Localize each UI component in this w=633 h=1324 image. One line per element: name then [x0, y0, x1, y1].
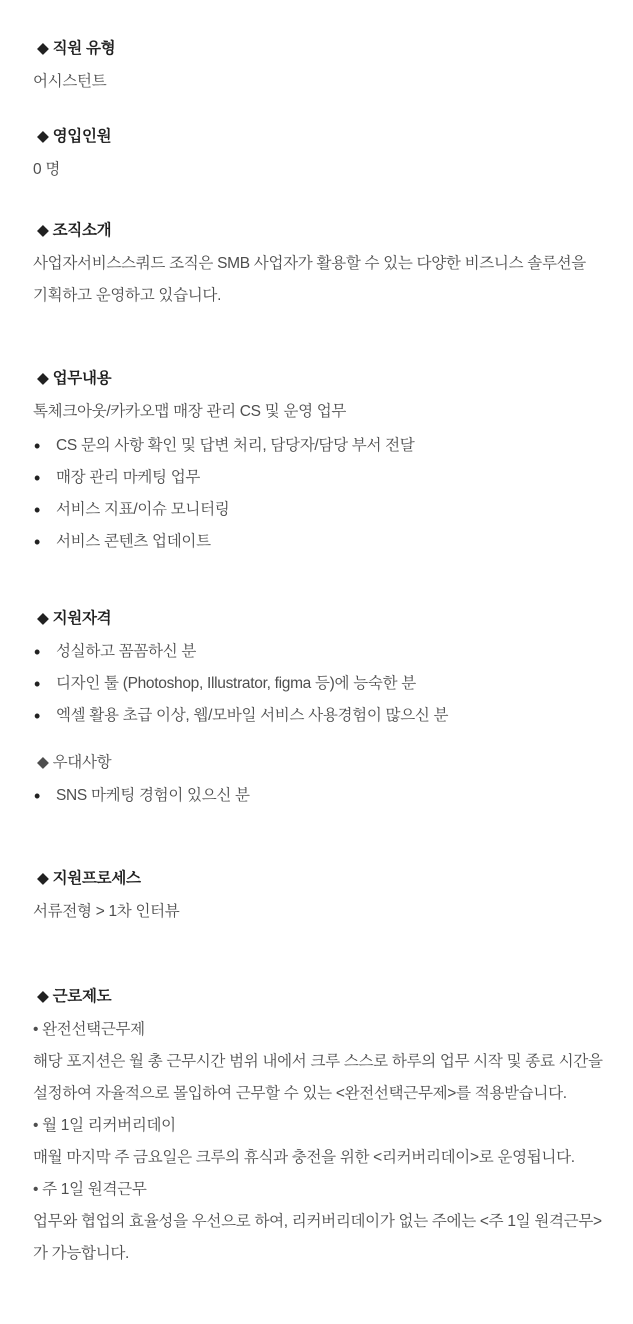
job-duties-intro: 톡체크아웃/카카오맵 매장 관리 CS 및 운영 업무 — [33, 403, 347, 420]
section-heading-job-duties: ◆ 업무내용 — [37, 370, 112, 387]
preferred-list — [33, 780, 603, 812]
work-system-item-description: 해당 포지션은 월 총 근무시간 범위 내에서 크루 스스로 하루의 업무 시작 및 종료 시간을 설정하여 자율적으로 몰입하여 근무할 수 있는 <완전선택근무제>를 적용받습니다. — [33, 1053, 603, 1102]
list-item: • 서비스 콘텐츠 업데이트 — [33, 526, 603, 558]
section-heading-qualifications: ◆ 지원자격 — [37, 610, 112, 627]
section-application-process — [33, 868, 603, 928]
list-item: • SNS 마케팅 경험이 있으신 분 — [33, 780, 603, 812]
section-heading-preferred: ◆ 우대사항 — [37, 754, 112, 771]
work-system-item-description: 업무와 협업의 효율성을 우선으로 하여, 리커버리데이가 없는 주에는 <주 1일 원격근무>가 가능합니다. — [33, 1213, 602, 1262]
job-posting-document — [0, 38, 633, 1310]
list-item: • 엑셀 활용 초급 이상, 웹/모바일 서비스 사용경험이 많으신 분 — [33, 700, 603, 732]
section-employee-type — [33, 38, 603, 98]
headcount-value: 0 명 — [33, 161, 60, 178]
work-system-item-description: 매월 마지막 주 금요일은 크루의 휴식과 충전을 위한 <리커버리데이>로 운영됩니다. — [33, 1149, 575, 1166]
section-headcount — [33, 126, 603, 186]
list-item: • 매장 관리 마케팅 업무 — [33, 462, 603, 494]
section-organization-intro — [33, 220, 603, 312]
organization-intro-text: 사업자서비스스쿼드 조직은 SMB 사업자가 활용할 수 있는 다양한 비즈니스 솔루션을 기획하고 운영하고 있습니다. — [33, 255, 586, 304]
qualifications-list — [33, 636, 603, 732]
section-heading-headcount: ◆ 영입인원 — [37, 128, 112, 145]
section-preferred — [33, 752, 603, 812]
job-duties-list — [33, 430, 603, 558]
list-item: • 성실하고 꼼꼼하신 분 — [33, 636, 603, 668]
section-heading-employee-type: ◆ 직원 유형 — [37, 40, 116, 57]
work-system-item-title: • 완전선택근무제 — [33, 1021, 145, 1038]
application-process-steps: 서류전형 > 1차 인터뷰 — [33, 903, 180, 920]
employee-type-value: 어시스턴트 — [33, 73, 107, 90]
section-heading-organization-intro: ◆ 조직소개 — [37, 222, 112, 239]
work-system-item-title: • 주 1일 원격근무 — [33, 1181, 147, 1198]
list-item: • 디자인 툴 (Photoshop, Illustrator, figma 등)에 능숙한 분 — [33, 668, 603, 700]
list-item: • 서비스 지표/이슈 모니터링 — [33, 494, 603, 526]
work-system-item-title: • 월 1일 리커버리데이 — [33, 1117, 176, 1134]
list-item: • CS 문의 사항 확인 및 답변 처리, 담당자/담당 부서 전달 — [33, 430, 603, 462]
section-heading-work-system: ◆ 근로제도 — [37, 988, 112, 1005]
section-job-duties — [33, 368, 603, 558]
section-qualifications — [33, 608, 603, 732]
section-work-system — [33, 986, 603, 1270]
section-heading-application-process: ◆ 지원프로세스 — [37, 870, 141, 887]
